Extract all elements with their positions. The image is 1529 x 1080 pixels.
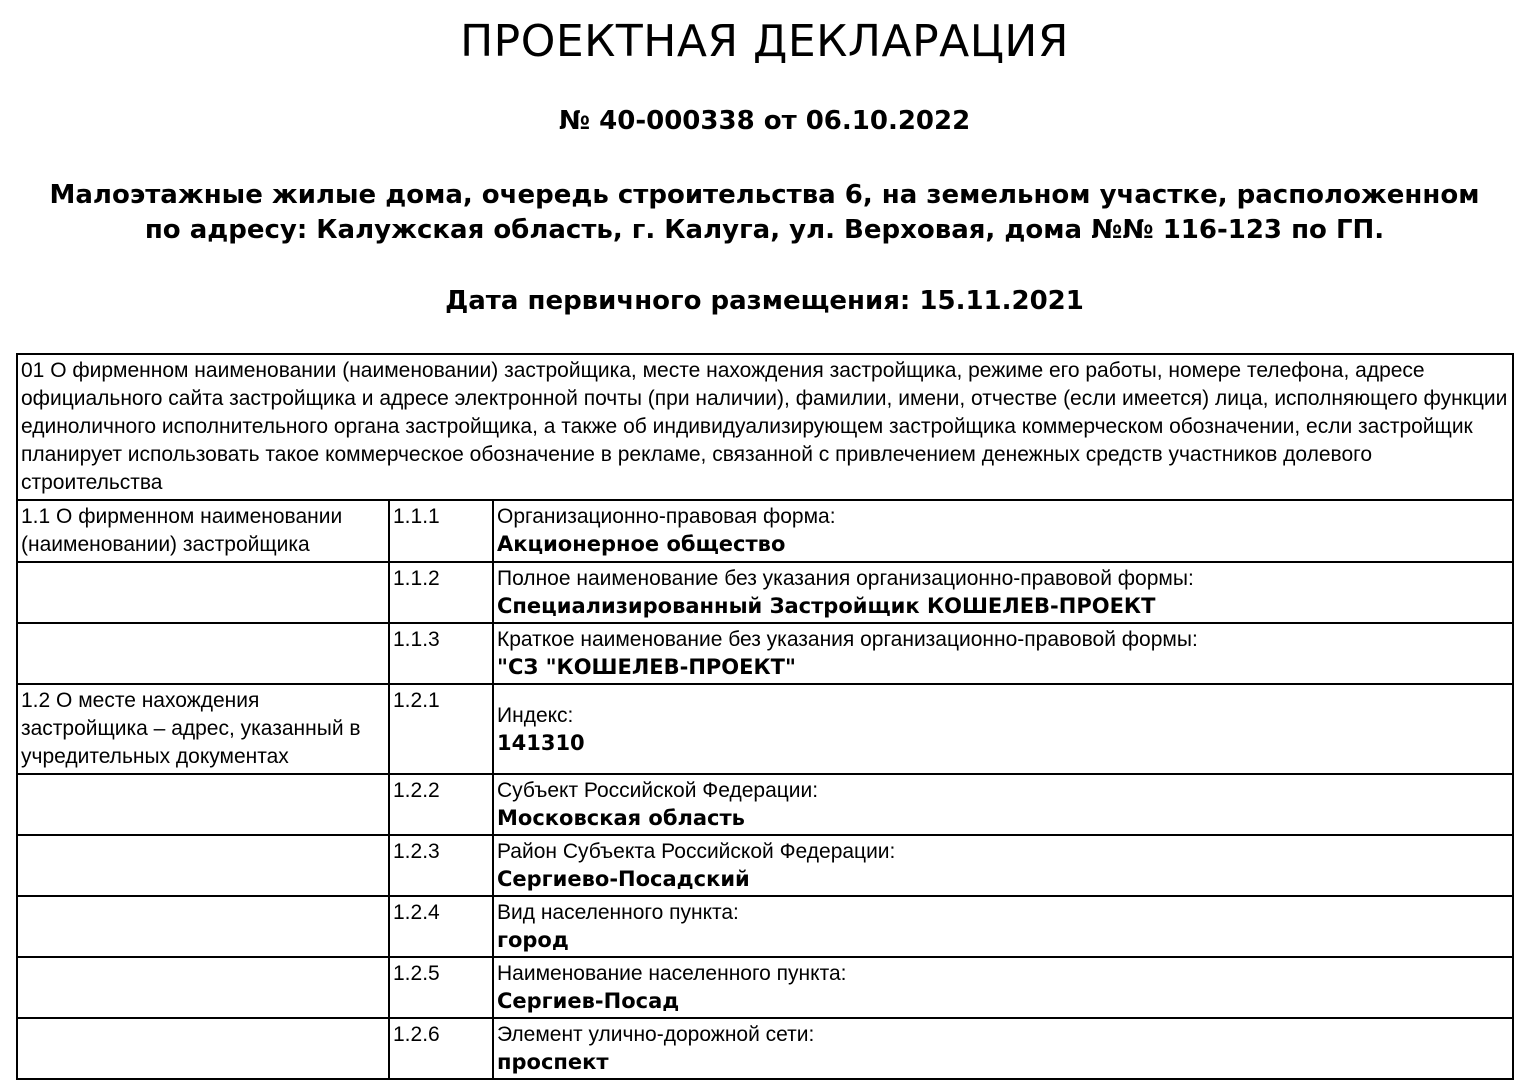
table-row [17,774,1513,835]
field-cell [493,896,1513,957]
group-label: 1.1 О фирменном наименовании (наименовании) застройщика [17,500,389,562]
field-code: 1.2.2 [389,774,493,835]
field-code: 1.2.1 [389,684,493,774]
table-row [17,500,1513,562]
group-label [17,957,389,1018]
table-row [17,684,1513,774]
field-label: Наименование населенного пункта: [497,962,847,985]
group-label: 1.2 О месте нахождения застройщика – адрес, указанный в учредительных документах [17,684,389,774]
field-cell [493,500,1513,562]
field-value: Сергиев-Посад [497,989,680,1013]
field-label: Организационно-правовая форма: [497,505,836,528]
field-code: 1.2.6 [389,1018,493,1079]
field-label: Элемент улично-дорожной сети: [497,1023,815,1046]
field-value: Московская область [497,806,745,830]
field-value: 141310 [497,730,585,755]
table-row [17,1018,1513,1079]
group-label [17,835,389,896]
field-label: Район Субъекта Российской Федерации: [497,840,896,863]
field-code: 1.1.2 [389,562,493,623]
table-row [17,896,1513,957]
table-row [17,835,1513,896]
field-cell [493,774,1513,835]
field-code: 1.2.5 [389,957,493,1018]
group-label [17,623,389,684]
field-cell [493,957,1513,1018]
field-value: город [497,928,569,952]
field-value: Акционерное общество [497,532,786,556]
field-cell [493,835,1513,896]
field-value: проспект [497,1050,609,1074]
group-label [17,562,389,623]
declaration-number: № 40-000338 от 06.10.2022 [558,106,971,136]
group-label [17,1018,389,1079]
table-row [17,562,1513,623]
field-label: Субъект Российской Федерации: [497,779,819,802]
table-row [17,623,1513,684]
group-label [17,774,389,835]
field-cell [493,684,1513,774]
document-title: ПРОЕКТНАЯ ДЕКЛАРАЦИЯ [460,16,1069,67]
table-row [17,957,1513,1018]
group-label [17,896,389,957]
field-value: Специализированный Застройщик КОШЕЛЕВ-ПРОЕКТ [497,594,1156,618]
field-cell [493,562,1513,623]
field-code: 1.2.4 [389,896,493,957]
field-label: Вид населенного пункта: [497,901,739,924]
field-code: 1.1.1 [389,500,493,562]
declaration-table [16,353,1514,1080]
field-label: Краткое наименование без указания организационно-правовой формы: [497,628,1198,651]
field-code: 1.1.3 [389,623,493,684]
field-cell [493,623,1513,684]
object-name: Малоэтажные жилые дома, очередь строительства 6, на земельном участке, расположенном по адресу: Калужская область, г. Калуга, ул. Верховая, дома №№ 116-123 по ГП. [49,180,1480,245]
field-label: Полное наименование без указания организационно-правовой формы: [497,567,1194,590]
field-value: Сергиево-Посадский [497,867,750,891]
field-label: Индекс: [497,703,574,727]
field-cell [493,1018,1513,1079]
section-heading: 01 О фирменном наименовании (наименовании) застройщика, месте нахождения застройщика, режиме его работы, номере телефона, адресе официального сайта застройщика и адресе электронной почты (при наличии), фамилии, имени, отчестве (если имеется) лица, исполняющего функции единоличного исполнительного органа застройщика, а также об индивидуализирующем застройщика коммерческом обозначении, если застройщик планирует использовать такое коммерческое обозначение в рекламе, связанной с привлечением денежных средств участников долевого строительства [17,354,1513,500]
first-placement-date: Дата первичного размещения: 15.11.2021 [445,286,1084,316]
field-code: 1.2.3 [389,835,493,896]
field-value: "СЗ "КОШЕЛЕВ-ПРОЕКТ" [497,655,796,679]
